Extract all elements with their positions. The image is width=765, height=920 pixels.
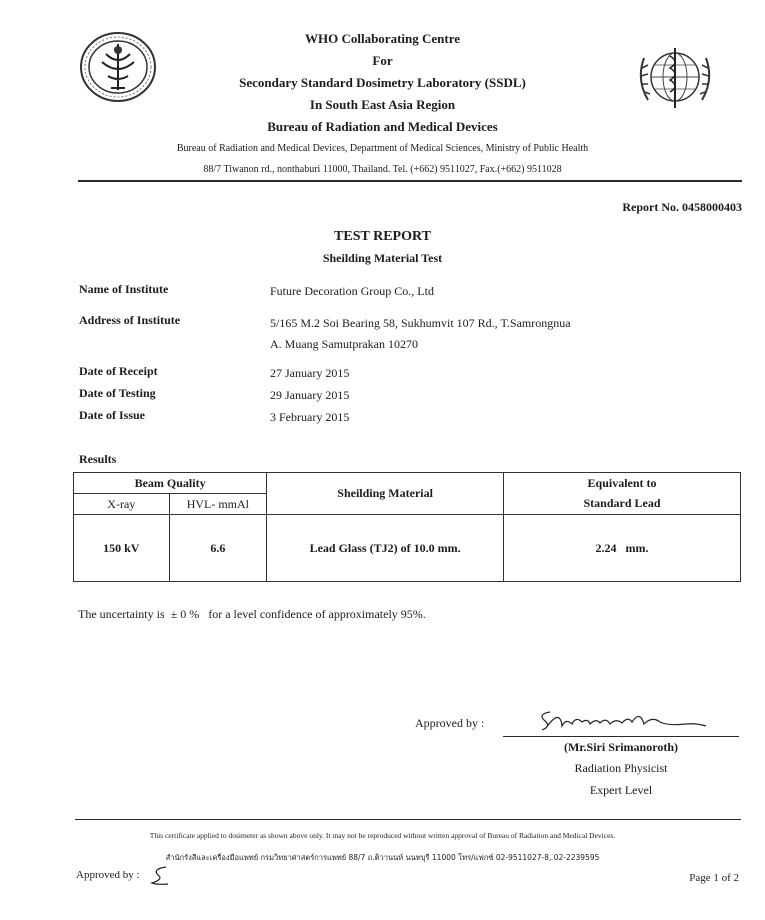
beam-quality-header: Beam Quality <box>74 473 267 494</box>
footer-disclaimer: This certificate applied to dosimeter as shown above only. It may not be reproduced without written approval of Bureau of Radiation and Medical Devices. <box>149 831 616 840</box>
page-number: Page 1 of 2 <box>689 872 739 884</box>
report-title: TEST REPORT <box>334 229 431 244</box>
uncertainty-statement: The uncertainty is ± 0 % for a level confidence of approximately 95%. <box>78 607 426 621</box>
header-line-who: WHO Collaborating Centre <box>304 31 461 46</box>
header-line-region: In South East Asia Region <box>309 97 456 112</box>
results-table <box>73 472 741 582</box>
equivalent-header-1: Equivalent to <box>504 473 741 494</box>
report-number: Report No. 0458000403 <box>622 200 742 214</box>
results-heading: Results <box>79 452 117 466</box>
approver-role: Radiation Physicist <box>574 761 668 775</box>
header-line-bureau: Bureau of Radiation and Medical Devices <box>267 119 498 134</box>
signature-line <box>503 736 739 737</box>
approver-name: (Mr.Siri Srimanoroth) <box>564 740 678 754</box>
receipt-date-label: Date of Receipt <box>79 364 158 378</box>
xray-header: X-ray <box>74 494 170 515</box>
material-cell: Lead Glass (TJ2) of 10.0 mm. <box>267 515 504 582</box>
address-line-2: A. Muang Samutprakan 10270 <box>270 337 418 351</box>
header-line-for: For <box>372 53 393 68</box>
material-header: Sheilding Material <box>267 473 504 515</box>
testing-date-label: Date of Testing <box>79 386 156 400</box>
footer-initial-signature <box>146 863 172 894</box>
footer-approved-by: Approved by : <box>76 869 140 881</box>
header-divider <box>78 180 742 182</box>
testing-date-value: 29 January 2015 <box>270 388 350 402</box>
signature-image <box>536 704 716 743</box>
hvl-header: HVL- mmAl <box>169 494 267 515</box>
approved-by-label: Approved by : <box>415 716 485 730</box>
report-subtitle: Sheilding Material Test <box>322 251 443 265</box>
header-line-address: 88/7 Tiwanon rd., nonthaburi 11000, Thailand. Tel. (+662) 9511027, Fax.(+662) 9511028 <box>203 164 562 175</box>
issue-date-value: 3 February 2015 <box>270 410 350 424</box>
header-line-department: Bureau of Radiation and Medical Devices, Department of Medical Sciences, Ministry of Public Health <box>176 143 589 154</box>
institute-label: Name of Institute <box>79 282 169 296</box>
equivalent-header-2: Standard Lead <box>504 494 741 515</box>
xray-cell: 150 kV <box>74 515 170 582</box>
equivalent-cell: 2.24 mm. <box>504 515 741 582</box>
receipt-date-value: 27 January 2015 <box>270 366 350 380</box>
footer-thai-address: สำนักรังสีและเครื่องมือแพทย์ กรมวิทยาศาสตร์การแพทย์ 88/7 ถ.ติวานนท์ นนทบุรี 11000 โทร/แฟกซ์ 02-9511027-8, 02-2239595 <box>165 853 600 862</box>
footer-divider <box>75 819 741 820</box>
address-line-1: 5/165 M.2 Soi Bearing 58, Sukhumvit 107 Rd., T.Samrongnua <box>270 316 571 330</box>
hvl-cell: 6.6 <box>169 515 267 582</box>
header-line-ssdl: Secondary Standard Dosimetry Laboratory (SSDL) <box>239 75 526 90</box>
table-row <box>74 515 741 582</box>
issue-date-label: Date of Issue <box>79 408 145 422</box>
institute-value: Future Decoration Group Co., Ltd <box>270 284 434 298</box>
approver-level: Expert Level <box>589 783 653 797</box>
address-label: Address of Institute <box>79 313 181 327</box>
